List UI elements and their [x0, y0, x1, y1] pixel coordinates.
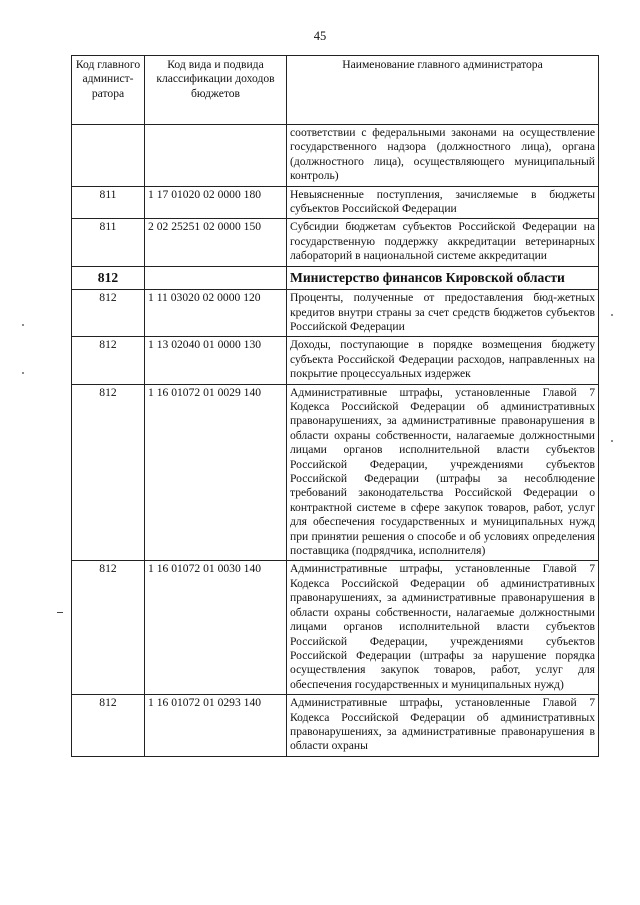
- admin-code-cell: 811: [72, 186, 145, 219]
- revenue-code-cell: 1 16 01072 01 0293 140: [145, 695, 287, 757]
- description-cell: Административные штрафы, установленные Главой 7 Кодекса Российской Федерации об административных правонарушениях, за административные правонарушения в области охраны собственности, налагаемые должностными лицами органов исполнительной власти субъектов Российской Федерации, учреждениями субъектов Российской Федерации (штрафы за несоблюдение требований законодательства Российской Федерации о контрактной системе в сфере закупок товаров, работ, услуг для обеспечения государственных и муниципальных нужд при принятии решения о способе и об условиях определения поставщика (подрядчика, исполнителя): [287, 384, 599, 561]
- admin-code-cell: 812: [72, 290, 145, 337]
- page-number: 45: [313, 29, 327, 43]
- admin-code-cell: [72, 125, 145, 187]
- table-row: [72, 290, 599, 337]
- table-header-row: [72, 56, 599, 125]
- table-row: [72, 337, 599, 384]
- table-row: [72, 186, 599, 219]
- revenue-code-cell: 2 02 25251 02 0000 150: [145, 219, 287, 266]
- table-row: [72, 125, 599, 187]
- header-admin-name: Наименование главного администратора: [287, 56, 599, 125]
- admin-code-cell: 811: [72, 219, 145, 266]
- header-admin-code: Код главного админист-ратора: [72, 56, 145, 125]
- revenue-administrators-table: [71, 55, 599, 757]
- revenue-code-cell: 1 16 01072 01 0029 140: [145, 384, 287, 561]
- table-row: [72, 384, 599, 561]
- admin-code-cell: 812: [72, 266, 145, 290]
- revenue-code-cell: [145, 266, 287, 290]
- revenue-code-cell: 1 13 02040 01 0000 130: [145, 337, 287, 384]
- admin-code-cell: 812: [72, 337, 145, 384]
- description-cell: Административные штрафы, установленные Главой 7 Кодекса Российской Федерации об административных правонарушениях, за административные правонарушения в области охраны: [287, 695, 599, 757]
- table-row: [72, 561, 599, 695]
- table-row: [72, 219, 599, 266]
- description-cell: Административные штрафы, установленные Главой 7 Кодекса Российской Федерации об административных правонарушениях, за административные правонарушения в области охраны собственности, налагаемые должностными лицами органов исполнительной власти субъектов Российской Федерации, учреждениями субъектов Российской Федерации (штрафы за нарушение порядка осуществления закупок товаров, работ, услуг для обеспечения государственных и муниципальных нужд): [287, 561, 599, 695]
- revenue-code-cell: [145, 125, 287, 187]
- description-cell: Субсидии бюджетам субъектов Российской Федерации на государственную поддержку аккредитации ветеринарных лабораторий в национальной системе аккредитации: [287, 219, 599, 266]
- table-row: [72, 695, 599, 757]
- scan-speck: [611, 440, 613, 442]
- header-revenue-code: Код вида и подвида классификации доходов бюджетов: [145, 56, 287, 125]
- scan-margin-mark: [57, 612, 63, 613]
- description-cell: Доходы, поступающие в порядке возмещения бюджету субъекта Российской Федерации расходов, направленных на покрытие процессуальных издержек: [287, 337, 599, 384]
- scan-speck: [22, 324, 24, 326]
- revenue-code-cell: 1 11 03020 02 0000 120: [145, 290, 287, 337]
- scan-speck: [611, 314, 613, 316]
- revenue-code-cell: 1 16 01072 01 0030 140: [145, 561, 287, 695]
- admin-code-cell: 812: [72, 384, 145, 561]
- admin-code-cell: 812: [72, 695, 145, 757]
- description-cell: соответствии с федеральными законами на осуществление государственного надзора (должностного лица), органа (должностного лица), осуществляющего муниципальный контроль): [287, 125, 599, 187]
- administrator-heading-row: [72, 266, 599, 290]
- revenue-code-cell: 1 17 01020 02 0000 180: [145, 186, 287, 219]
- description-cell: Проценты, полученные от предоставления бюд-жетных кредитов внутри страны за счет средств бюджетов субъектов Российской Федерации: [287, 290, 599, 337]
- admin-code-cell: 812: [72, 561, 145, 695]
- scan-speck: [22, 372, 24, 374]
- administrator-name-cell: Министерство финансов Кировской области: [287, 266, 599, 290]
- description-cell: Невыясненные поступления, зачисляемые в бюджеты субъектов Российской Федерации: [287, 186, 599, 219]
